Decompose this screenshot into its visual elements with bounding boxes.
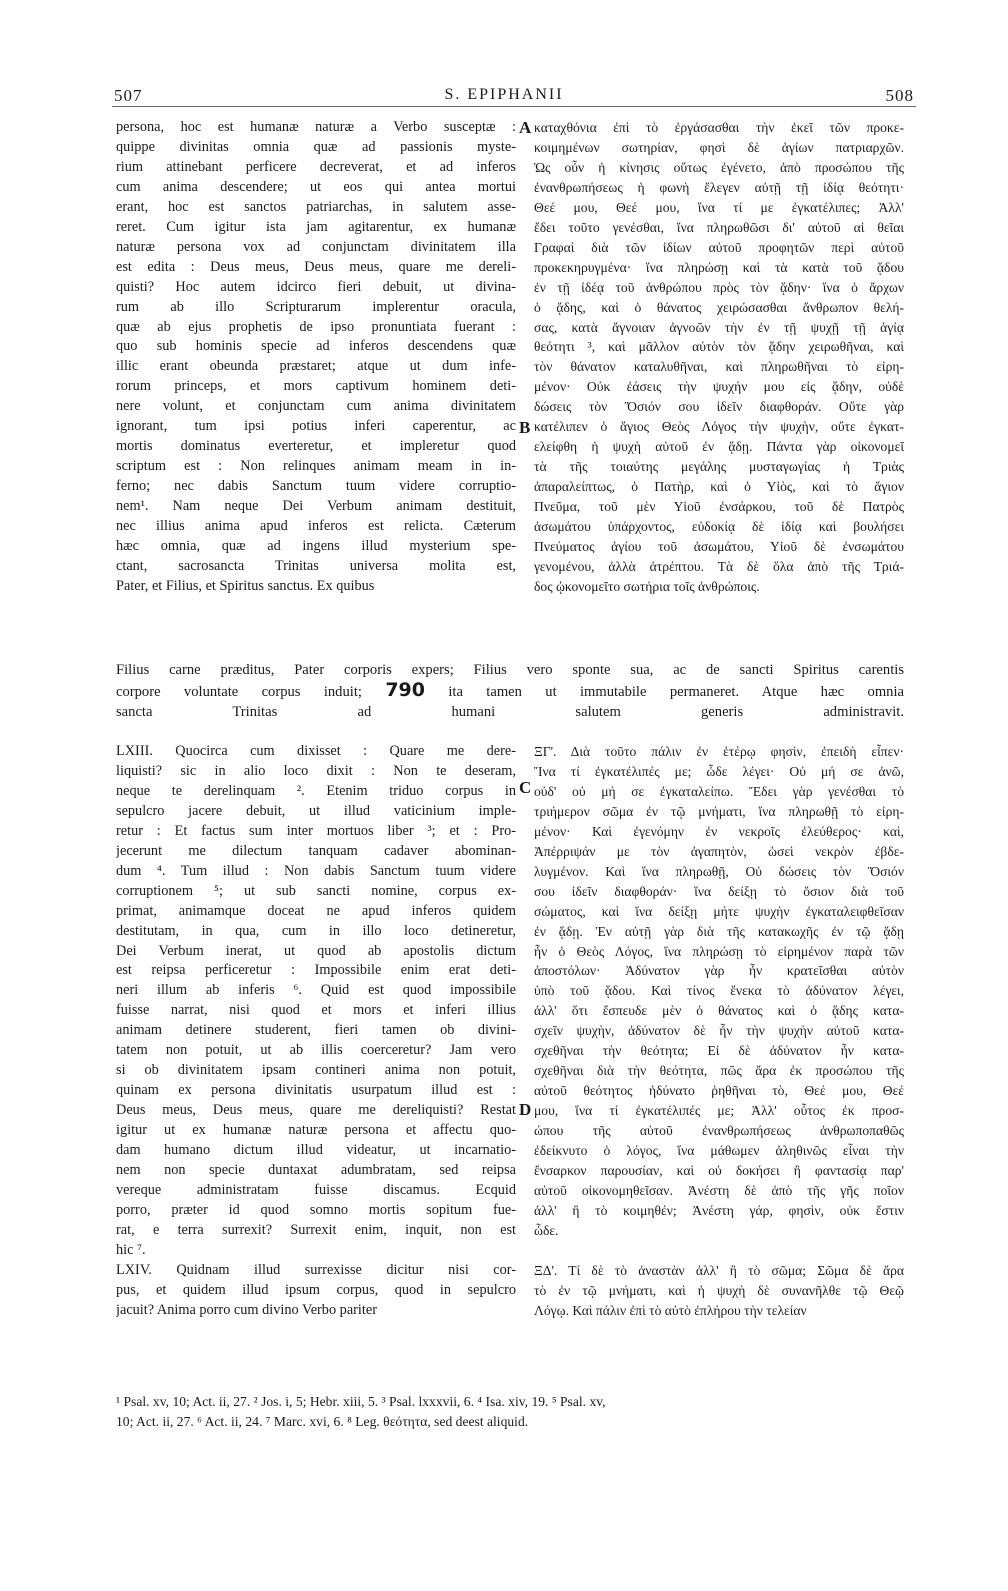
- text-line: σχεθῆναι διὰ τὴν θεότητα, πῶς ἄρα ἐκ προσώπου τῆς: [534, 1063, 904, 1079]
- running-title: S. EPIPHANII: [444, 86, 564, 103]
- text-line: rat, e terra surrexit? Surrexit enim, inquit, non est: [116, 1221, 516, 1238]
- text-line: τὰ τῆς τοιαύτης μεγάλης μυσταγωγίας ἡ Τριὰς: [534, 459, 904, 475]
- full-line-part: ita tamen ut immutabile permaneret. Atque hæc omnia: [448, 684, 904, 700]
- text-line: mortis dominatus everteretur, et impleretur quod: [116, 438, 516, 455]
- text-line: LXIV. Quidnam illud surrexisse dicitur nisi cor-: [116, 1261, 516, 1278]
- text-line: scriptum est : Non relinques animam meam in in-: [116, 458, 516, 475]
- text-line: illic erant obeunda præstaret; atque ut dum infe-: [116, 358, 516, 375]
- text-line: Ἀπέρριψάν με τὸν ἀγαπητὸν, ὡσεὶ νεκρὸν ἐβδε-: [534, 843, 904, 859]
- text-line: καταχθόνια ἐπὶ τὸ ἐργάσασθαι τὴν ἐκεῖ τῶν προκε-: [534, 120, 904, 135]
- text-line: Pater, et Filius, et Spiritus sanctus. Ex quibus: [116, 577, 375, 594]
- text-line: αὐτοῦ οἰκονομηθεῖσαν. Ἀνέστη δὲ ἀπὸ τῆς γῆς ποῖον: [534, 1182, 904, 1198]
- text-line: Ὡς οὖν ἡ κίνησις οὕτως ἐγένετο, ἀπὸ προσώπου τῆς: [534, 159, 904, 175]
- text-line: nem non specie duntaxat adumbratam, sed reipsa: [116, 1162, 516, 1179]
- text-line: nec illius anima apud inferos est relicta. Cæterum: [116, 518, 516, 535]
- text-line: est reipsa perficeretur : Impossibile enim erat deti-: [116, 962, 516, 979]
- section-marker-b: B: [519, 418, 531, 437]
- text-line: ἀπαραλείπτως, ὁ Πατὴρ, καὶ ὁ Υἱὸς, καὶ τὸ ἅγιον: [534, 479, 904, 495]
- text-line: sepulcro jacere debuit, ut illud vaticinium imple-: [116, 802, 516, 819]
- text-line: LXIII. Quocirca cum dixisset : Quare me dere-: [116, 743, 516, 759]
- text-line: si ob divinitatem ipsam contineri anima non potuit,: [116, 1062, 516, 1079]
- text-line: κατέλιπεν ὁ ἅγιος Θεὸς Λόγος τὴν ψυχὴν, οὔτε ἐγκατ-: [534, 419, 904, 435]
- section-marker-a: A: [519, 118, 532, 137]
- greek-column-bottom: [534, 742, 904, 1321]
- text-line: neri illum ab inferis ⁶. Quid est quod impossibile: [116, 982, 516, 999]
- full-line-with-colnum: [116, 680, 904, 702]
- full-line: sancta Trinitas ad humani salutem generis administravit.: [116, 704, 904, 720]
- text-line: hæc omnia, quæ ad ingens illud mysterium spe-: [116, 538, 516, 555]
- text-line: tatem non potuit, ut ab illis coerceretur? Jam vero: [116, 1042, 516, 1059]
- text-line: ὧδε.: [534, 1222, 559, 1238]
- text-line: quæ ab ejus prophetis de ipso pronuntiata fuerant :: [116, 318, 516, 335]
- text-line: λυγμένον. Καὶ ἵνα πληρωθῇ, Οὐ δώσεις τὸν Ὅσιόν: [534, 863, 904, 879]
- text-line: cum anima descendere; ut eos qui antea mortui: [116, 178, 516, 195]
- text-line: quippe divinitas omnia quæ ad passionis myste-: [116, 138, 516, 155]
- latin-column-top: [116, 118, 516, 597]
- text-line: destitutam, in qua, cum in illo loco detineretur,: [116, 922, 516, 939]
- page-number-right: 508: [885, 86, 914, 105]
- text-line: porro, præter id quod somno mortis sopitum fue-: [116, 1201, 516, 1218]
- text-line: dum ⁴. Tum illud : Non dabis Sanctum tuum videre: [116, 862, 516, 879]
- text-line: 10; Act. ii, 27. ⁶ Act. ii, 24. ⁷ Marc. xvi, 6. ⁸ Leg. θεότητα, sed deest aliquid.: [116, 1414, 529, 1429]
- text-line: Γραφαὶ διὰ τῶν ἰδίων αὐτοῦ προφητῶν περὶ αὐτοῦ: [534, 239, 904, 255]
- text-line: jecerunt me dilectum tanquam cadaver abominan-: [116, 842, 516, 859]
- text-line: ὁ ᾅδης, καὶ ὁ θάνατος χειρώσασθαι ἄνθρωπον θελή-: [534, 299, 904, 315]
- text-line: persona, hoc est humanæ naturæ a Verbo susceptæ :: [116, 119, 516, 135]
- text-line: primat, animamque doceat ne apud inferos quidem: [116, 902, 516, 919]
- text-line: τὸν θάνατον καταλυθῆναι, καὶ πληρωθῆναι τὸ εἰρη-: [534, 359, 904, 375]
- text-line: vereque administratam fuisse discamus. Ecquid: [116, 1181, 516, 1198]
- footnotes: [116, 1392, 904, 1432]
- text-line: σας, κατὰ ἄγνοιαν ἀγνοῶν τὴν ἐν τῇ ψυχῇ τῇ ἁγίᾳ: [534, 319, 904, 335]
- text-line: naturæ persona vox ad conjunctam divinitatem illa: [116, 238, 516, 255]
- full-width-block: [116, 660, 904, 722]
- text-line: ferno; nec dabis Sanctum tuum videre corruptio-: [116, 478, 516, 495]
- text-line: Πνεύματος ἁγίου τοῦ ἀσωμάτου, Υἱοῦ δὲ ἐνσωμάτου: [534, 539, 904, 555]
- text-line: Deus meus, Deus meus, quare me dereliquisti? Restat: [116, 1102, 516, 1119]
- text-line: ελείφθη ἡ ψυχὴ αὐτοῦ ἐν ᾅδῃ. Πάντα γὰρ οἰκονομεῖ: [534, 439, 904, 455]
- text-line: προκεκηρυγμένα· ἵνα πληρώσῃ καὶ τὰ κατὰ τοῦ ᾅδου: [534, 259, 904, 275]
- text-line: quisti? Hoc autem idcirco fieri debuit, ut divina-: [116, 278, 516, 295]
- text-line: ἀσωμάτου ὑπάρχοντος, εὐδοκίᾳ δὲ ἰδίᾳ καὶ βουλήσει: [534, 519, 904, 535]
- text-line: jacuit? Anima porro cum divino Verbo pariter: [116, 1301, 377, 1318]
- text-line: Θεέ μου, Θεέ μου, ἵνα τί με ἐγκατέλιπες; Ἀλλ': [534, 199, 904, 215]
- text-line: ἀλλ' ἢ τὸ κοιμηθέν; Ἀνέστη γάρ, φησὶν, οὐκ ἔστιν: [534, 1202, 904, 1218]
- text-line: ώπου τῆς αὐτοῦ ἐνανθρωπήσεως ἀνθρωποπαθῶς: [534, 1123, 904, 1139]
- text-line: animam detinere studerent, fieri tamen ob divini-: [116, 1022, 516, 1039]
- text-line: σχεῖν ψυχὴν, ἀδύνατον δὲ ἦν τὴν ψυχὴν αὐτοῦ κατα-: [534, 1023, 904, 1039]
- text-line: [534, 1241, 904, 1261]
- greek-column-top: [534, 118, 904, 597]
- text-line: αὐτοῦ θεότητος ἠδύνατο ῥηθῆναι τὸ, Θεέ μου, Θεέ: [534, 1083, 904, 1099]
- latin-column-bottom: [116, 742, 516, 1321]
- text-line: δώσεις τὸν Ὅσιόν σου ἰδεῖν διαφθοράν. Οὔτε γὰρ: [534, 399, 904, 415]
- column-number: 790: [385, 680, 425, 701]
- text-line: liquisti? sic in alio loco dixit : Non te deseram,: [116, 762, 516, 779]
- text-line: rium attinebant perficere decreverat, et ad inferos: [116, 158, 516, 175]
- text-line: fuisse narrat, nisi quod et mors et inferi illius: [116, 1002, 516, 1019]
- text-line: ctant, sacrosancta Trinitas universa molita est,: [116, 557, 516, 574]
- text-line: οὐδ' οὐ μή σε ἐγκαταλείπω. Ἔδει γὰρ γενέσθαι τὸ: [534, 783, 904, 799]
- page-number-left: 507: [114, 86, 143, 105]
- text-line: Λόγῳ. Καὶ πάλιν ἐπὶ τὸ αὐτὸ ἐπλήρου τὴν τελείαν: [534, 1302, 807, 1318]
- full-line: Filius carne præditus, Pater corporis expers; Filius vero sponte sua, ac de sancti Spiritus carentis: [116, 662, 904, 678]
- text-line: ἦν ὁ Θεὸς Λόγος, ἵνα πληρώσῃ τὸ εἰρημένον παρὰ τῶν: [534, 943, 904, 959]
- text-line: ἔνσαρκον παρουσίαν, καὶ οὐ δοκήσει ἢ φαντασίᾳ παρ': [534, 1163, 904, 1179]
- full-line-part: corpore voluntate corpus induit;: [116, 684, 362, 700]
- text-line: nere volunt, et conjunctam cum anima divinitatem: [116, 398, 516, 415]
- text-line: retur : Et factus sum inter mortuos liber ³; et : Pro-: [116, 822, 516, 839]
- text-line: ¹ Psal. xv, 10; Act. ii, 27. ² Jos. i, 5; Hebr. xiii, 5. ³ Psal. lxxxvii, 6. ⁴ Isa. xiv, 19. ⁵ Psal. xv,: [116, 1394, 606, 1409]
- text-line: Πνεῦμα, τοῦ μὲν Υἱοῦ ἐνσάρκου, τοῦ δὲ Πατρὸς: [534, 499, 904, 515]
- section-marker-d: D: [519, 1100, 532, 1119]
- text-line: σώματος, καὶ ἵνα δείξῃ μήτε ψυχὴν ἐγκαταλειφθεῖσαν: [534, 903, 904, 919]
- section-marker-c: C: [519, 778, 532, 797]
- text-line: rorum princeps, et mors captivum hominem deti-: [116, 378, 516, 395]
- text-line: ἐνανθρωπήσεως ἡ φωνὴ ἔλεγεν αὐτῇ τῇ ἰδίᾳ θεότητι·: [534, 179, 904, 195]
- text-line: γενομένου, ἀλλὰ ἀτρέπτου. Τὰ δὲ ὅλα ἀπὸ τῆς Τριά-: [534, 558, 904, 574]
- text-line: erant, hoc est sanctos patriarchas, in salutem asse-: [116, 198, 516, 215]
- text-line: reret. Cum igitur ista jam agitarentur, ex humanæ: [116, 218, 516, 235]
- text-line: est edita : Deus meus, Deus meus, quare me dereli-: [116, 258, 516, 275]
- text-line: σχεθῆναι τὴν θεότητα; Εἰ δὲ ἀδύνατον ἦν κατα-: [534, 1043, 904, 1059]
- text-line: hic ⁷.: [116, 1241, 146, 1258]
- text-line: Dei Verbum inerat, ut quod ab apostolis dictum: [116, 942, 516, 959]
- text-line: μου, ἵνα τί ἐγκατέλιπές με; Ἀλλ' οὗτος ἐκ προσ-: [534, 1103, 904, 1119]
- text-line: nem¹. Nam neque Dei Verbum animam destituit,: [116, 498, 516, 515]
- text-line: ignorant, tum ipsi potius inferi caperentur, ac: [116, 418, 516, 435]
- text-line: rum ab illo Scripturarum implerentur oracula,: [116, 298, 516, 315]
- text-line: pus, et quidem illud ipsum corpus, quod in sepulcro: [116, 1281, 516, 1298]
- text-line: σου ἰδεῖν διαφθοράν· ἵνα δείξῃ τὸ ὅσιον διὰ τοῦ: [534, 883, 904, 899]
- text-line: ΞΓ'. Διὰ τοῦτο πάλιν ἐν ἑτέρῳ φησὶν, ἐπειδὴ εἶπεν·: [534, 744, 904, 759]
- text-line: ἐν ᾅδῃ. Ἐν αὐτῇ γὰρ διὰ τῆς κατακωχῆς ἐν τῷ ᾅδῃ: [534, 923, 904, 939]
- text-line: ὑπὸ τοῦ ᾅδου. Καὶ τίνος ἕνεκα τὸ ἀδύνατον λέγει,: [534, 983, 904, 999]
- header-rule: [112, 106, 916, 107]
- text-line: Ἵνα τί ἐγκατέλιπές με; ὧδε λέγει· Οὐ μή σε ἀνῶ,: [534, 763, 904, 779]
- text-line: μένον· Οὐκ ἐάσεις τὴν ψυχήν μου εἰς ᾅδην, οὐδὲ: [534, 379, 904, 395]
- text-line: ΞΔ'. Τί δὲ τὸ ἀναστὰν ἀλλ' ἢ τὸ σῶμα; Σῶμα δὲ ἄρα: [534, 1262, 904, 1278]
- text-line: μένον· Καὶ ἐγενόμην ἐν νεκροῖς ἐλεύθερος· καὶ,: [534, 823, 904, 839]
- text-line: quinam ex persona divinitatis usurpatum illud est :: [116, 1082, 516, 1099]
- text-line: δος ᾠκονομεῖτο σωτήρια τοῖς ἀνθρώποις.: [534, 578, 760, 594]
- text-line: ἐδείκνυτο ὁ λόγος, ἵνα μάθωμεν ἀληθινῶς εἶναι τὴν: [534, 1143, 904, 1159]
- text-line: dam humano dictum illud videatur, ut incarnatio-: [116, 1142, 516, 1159]
- text-line: ἔδει τοῦτο γενέσθαι, ἵνα πληρωθῶσι δι' αὐτοῦ αἱ θεῖαι: [534, 219, 904, 235]
- text-line: ἀποστόλων· Ἀδύνατον γὰρ ἦν κρατεῖσθαι αὐτὸν: [534, 963, 904, 979]
- text-line: τὸ ἐν τῷ μνήματι, καὶ ἡ ψυχὴ δὲ συνανῆλθε τῷ Θεῷ: [534, 1282, 904, 1298]
- text-line: κοιμημένων σωτηρίαν, φησὶ δὲ ἁγίων πατριαρχῶν.: [534, 139, 904, 155]
- text-line: quo sub hominis specie ad inferos descendens quæ: [116, 338, 516, 355]
- text-line: corruptionem ⁵; ut sub sancti nomine, corpus ex-: [116, 882, 516, 899]
- text-line: ἀλλ' ὅτι ἔσπευδε μὲν ὁ θάνατος καὶ ὁ ᾅδης κατα-: [534, 1003, 904, 1019]
- text-line: θεότητι ³, καὶ μᾶλλον αὐτὸν τὸν ᾅδην χειρωθῆναι, καὶ: [534, 339, 904, 355]
- text-line: ἐν τῇ ἰδέᾳ τοῦ ἀνθρώπου πρὸς τὸν ᾅδην· ἵνα ὁ ἄρχων: [534, 279, 904, 295]
- text-line: neque te derelinquam ². Etenim triduo corpus in: [116, 782, 516, 799]
- text-line: τριήμερον σῶμα ἐν τῷ μνήματι, ἵνα πληρωθῇ τὸ εἰρη-: [534, 803, 904, 819]
- text-line: igitur ut ex humanæ naturæ persona et affectu quo-: [116, 1122, 516, 1139]
